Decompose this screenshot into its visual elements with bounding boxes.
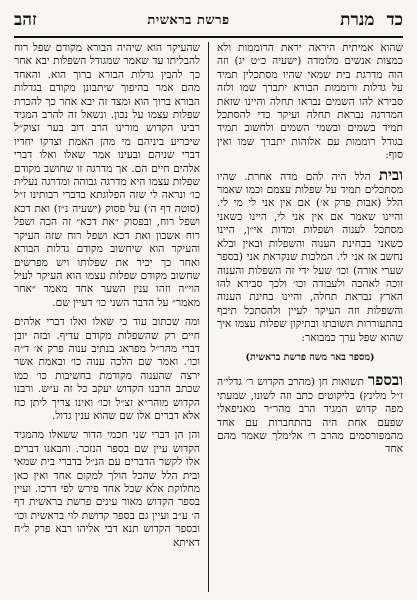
header-right-group — [340, 10, 403, 30]
source-note: (מספר באר משה פרשת בראשית) — [245, 351, 375, 363]
left-text-column — [14, 42, 200, 592]
paragraph-text: תשואות חן (מהרב הקדוש ר׳ גדלי׳ה ז״ל מלינץ) בליקוטים כתב וזה לשונו, שמעתי מפה קדוש המגיד הרב מהר״ר מאניפאלי שפעם אחת היה בהתחברות עם אחד מהמפורסמים מהרב ר׳ אלימלך שאמר מהם אחד — [217, 376, 403, 456]
paragraph: ומה שכתוב עוד כי שאלו ואלו דברי אלהים חיים רק שהשפלות מקודם עדיף. ובזה יובן דברי מהר״ל מפראג בנתיב ענוה פרק א׳ ד״ה וכו׳. ואמר שם הלכה ענוה כו׳ ובאמת אשר ירצה שהענוה מקודמת בחשיבות כו׳ כמו שכתב הרבנו הקדוש יעקב כל זה ע״ש. ורבנו הקדוש מוהר״א זצ״ל וכו׳ ואינו צריך ליתן כח אלא דברים אלו שם שהוא ענין גדול. — [14, 316, 200, 422]
page-number: כד — [386, 10, 403, 30]
header-rule — [14, 36, 403, 38]
paragraph: והן הן דברי שני חכמי הדור ששאלו מהמגיד הקדוש עיין שם בספר הנזכר. והבאנו דברים אלו לקשר הדברים עם הנ״ל בדברי בית שמאי ובית הלל שהכל הולך למקום אחד ואין כאן מחלוקת אלא שכל אחד פירש לפי דרכו. ועיין בספר הקדוש מאור עינים פרשת בראשית דף ה׳ ע״ב ועיין גם בספר קדושת לוי בראשית וכו׳ ובספר הקדוש תנא דבי אליהו רבא פרק ל״ח דאיתא — [14, 429, 200, 549]
paragraph: שהוא אמיתית היראה יראת הרוממות ולא כמצות אנשים מלומדה (ישעיה כ״ט יג) וזה הוה מדרגת בית שמאי שהיו מסתכלין תמיד על גדלות ורוממות הבורא יתברך שמו ולזה סבירא להו השמים נבראו תחלה והיינו שזאת המדרגה נבראת תחלה ועיקר כדי להסתכל תמיד בשמים ובשמי השמים ולחשוב תמיד בגודל רוממות עם אלוהות יתברך שמו ואין סוף: — [217, 42, 403, 162]
paragraph: שהעיקר הוא שיהיה הבורא מקודם שפל רוח להבליתו עד שאמר שמגודל השפלות יבא אחר כך להבין גדלות הבורא ברוך הוא. והאחד מהם אמר בהיפוך שיתבונן מקודם בגדלות הבורא ברוך הוא ומצד זה יבא אחר כך להכרת שפלות עצמו על נכון. ונשאל זה להרב המגיד רבינו הקדוש מורינו הרב דוב בער זצוק״ל שיכריע ביניהם מי מהן האמת וצדקו יחדיו דברי שניהם ובעינו אמר שאלו ואלו דברי אלהים חיים הם. אך מדרגה זו שחושב מקודם שפלות עצמו היא מדרגה גבוהה ומדרגה נעלית כו׳ ונראה לי שזה הפלוגתא בדברי רבותינו ז״ל (סוטה דף ה׳) על פסוק (ישעיה נ״ז) ואת דכא ושפל רוח, ובפסוק ״את דכא״ זה הכה ושפל רוח אשכון ואת דכא ושפל רוח שזה העיקר והעיקר הוא שיחשוב מקודם גדלות הבורא ואחר כך יכיר את שפלותו ויש מפרשים שחשוב מקודם שפלות עצמו הוא העיקר לעיל הוי״ה וזהו ענין השער אחד מאמר ״אחר מאמר״ על הדבר השני כו׳ דעיין שם. — [14, 42, 200, 309]
paragraph — [217, 371, 403, 456]
right-text-column — [217, 42, 403, 592]
page-header — [14, 8, 403, 32]
running-title: זהב — [14, 10, 37, 30]
parsha-heading: פרשת בראשית — [147, 13, 230, 28]
column-divider — [208, 42, 209, 592]
lead-word: ובספר — [367, 371, 403, 390]
paragraph-text: הלל היה להם מדה אחרת. שהיו מסתכלים תמיד על שפלות עצמם וכמו שאמר הלל (אבות פרק א׳) אם אין אני לי מי לי. והיינו שאמר אם אין אני לי, היינו כשאני מסתכל לענוה ושפלות ומדות אי״ן, היינו כשאני בבחינת הענוה והשפלות ובאין ובלא נחשב אז אני לי. המלכות שנקראת אני (בספר שערי אורה) וכו׳ שעל ידי זה השפלות והענוה זוכה לאהבה ולעבודה וכו׳ ולכך סבירא להו הארץ נבראת תחלה, והיינו בחינת הענוה והשפלות וזה העיקר לעיין ולהסתכל תיכף בהתעוררות תשובתו ובתיקון שפלות עצמו איך שהוא שפל ערך כמבואר: — [217, 170, 403, 344]
paragraph — [217, 165, 403, 345]
lead-word: ובית — [378, 165, 403, 184]
book-title: מנרת — [340, 10, 375, 30]
